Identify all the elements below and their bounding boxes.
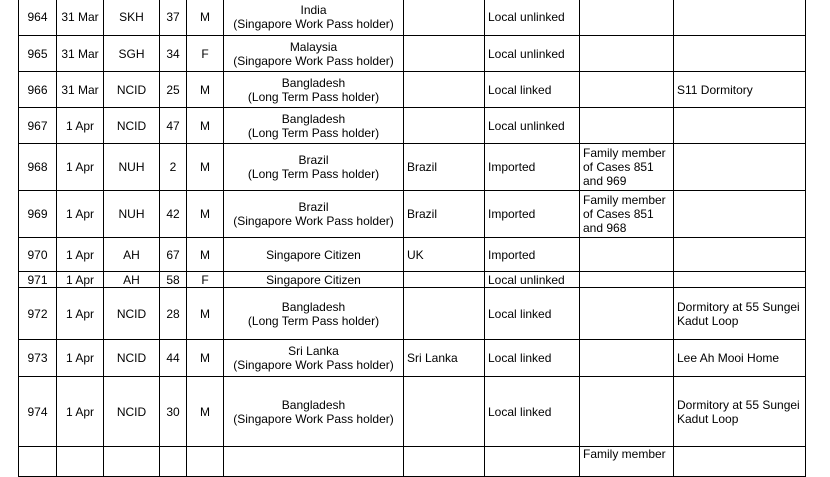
pass-type-text: (Long Term Pass holder)	[247, 125, 380, 140]
age-cell: 30	[160, 377, 187, 447]
case-type-cell: Local unlinked	[485, 108, 580, 144]
case-type-cell: Imported	[485, 144, 580, 191]
case-number-cell: 967	[19, 108, 57, 144]
links-cell	[580, 36, 674, 72]
nationality-text: Bangladesh	[281, 397, 346, 412]
age-cell: 28	[160, 288, 187, 340]
hospital-cell	[104, 447, 160, 477]
pass-type-text: (Long Term Pass holder)	[247, 89, 380, 104]
table-row	[19, 272, 806, 288]
date-cell: 1 Apr	[57, 377, 104, 447]
hospital-cell: NCID	[104, 108, 160, 144]
case-number-cell: 969	[19, 191, 57, 238]
travel-history-cell	[404, 108, 485, 144]
case-type-cell: Imported	[485, 238, 580, 272]
case-table	[18, 0, 806, 477]
table-row	[19, 36, 806, 72]
nationality-cell	[224, 272, 404, 288]
date-cell: 1 Apr	[57, 238, 104, 272]
case-number-cell: 972	[19, 288, 57, 340]
cluster-cell	[674, 144, 806, 191]
table-row	[19, 340, 806, 377]
cluster-cell	[674, 238, 806, 272]
nationality-text: Brazil	[298, 200, 329, 214]
case-number-cell: 973	[19, 340, 57, 377]
travel-history-cell	[404, 0, 485, 36]
case-number-cell: 964	[19, 0, 57, 36]
links-cell	[580, 288, 674, 340]
table-row	[19, 377, 806, 447]
case-number-cell: 974	[19, 377, 57, 447]
age-cell: 25	[160, 72, 187, 108]
case-type-cell: Local linked	[485, 340, 580, 377]
nationality-cell	[224, 377, 404, 447]
nationality-text: Bangladesh	[281, 111, 346, 126]
nationality-text: India	[300, 3, 327, 17]
pass-type-text: (Singapore Work Pass holder)	[233, 53, 394, 68]
date-cell: 31 Mar	[57, 72, 104, 108]
cluster-cell: S11 Dormitory	[674, 72, 806, 108]
links-cell	[580, 0, 674, 36]
case-type-cell: Local unlinked	[485, 36, 580, 72]
age-cell: 58	[160, 272, 187, 288]
table-row	[19, 191, 806, 238]
case-type-cell: Local unlinked	[485, 0, 580, 36]
nationality-cell	[224, 238, 404, 272]
case-number-cell: 965	[19, 36, 57, 72]
pass-type-text: (Singapore Work Pass holder)	[233, 358, 394, 372]
nationality-cell	[224, 340, 404, 377]
nationality-text: Singapore Citizen	[266, 247, 361, 262]
gender-cell: F	[187, 36, 224, 72]
gender-cell: F	[187, 272, 224, 288]
date-cell: 1 Apr	[57, 144, 104, 191]
hospital-cell: SGH	[104, 36, 160, 72]
cluster-cell	[674, 108, 806, 144]
table-row	[19, 238, 806, 272]
pass-type-text: (Singapore Work Pass holder)	[233, 411, 394, 426]
links-cell: Family member	[580, 447, 674, 477]
age-cell: 42	[160, 191, 187, 238]
travel-history-cell	[404, 447, 485, 477]
date-cell: 1 Apr	[57, 108, 104, 144]
travel-history-cell	[404, 272, 485, 288]
nationality-text: Bangladesh	[281, 299, 346, 314]
travel-history-cell	[404, 377, 485, 447]
case-type-cell: Local linked	[485, 72, 580, 108]
nationality-cell	[224, 108, 404, 144]
age-cell: 47	[160, 108, 187, 144]
nationality-cell	[224, 288, 404, 340]
links-cell: Family member of Cases 851 and 969	[580, 144, 674, 191]
nationality-text: Bangladesh	[281, 75, 346, 90]
nationality-cell	[224, 191, 404, 238]
hospital-cell: NUH	[104, 144, 160, 191]
case-table-body	[19, 0, 806, 477]
case-number-cell: 966	[19, 72, 57, 108]
gender-cell	[187, 447, 224, 477]
hospital-cell: NCID	[104, 288, 160, 340]
age-cell	[160, 447, 187, 477]
pass-type-text: (Singapore Work Pass holder)	[233, 17, 394, 31]
case-number-cell: 970	[19, 238, 57, 272]
nationality-text: Singapore Citizen	[266, 272, 361, 287]
cluster-cell	[674, 191, 806, 238]
cluster-cell	[674, 272, 806, 288]
pass-type-text: (Long Term Pass holder)	[247, 313, 380, 328]
hospital-cell: NCID	[104, 377, 160, 447]
case-number-cell: 971	[19, 272, 57, 288]
gender-cell: M	[187, 108, 224, 144]
links-cell	[580, 340, 674, 377]
case-type-cell: Imported	[485, 191, 580, 238]
pass-type-text: (Singapore Work Pass holder)	[233, 214, 394, 228]
hospital-cell: NCID	[104, 340, 160, 377]
nationality-text: Brazil	[298, 153, 329, 167]
nationality-cell	[224, 36, 404, 72]
travel-history-cell: Sri Lanka	[404, 340, 485, 377]
links-cell	[580, 272, 674, 288]
gender-cell: M	[187, 288, 224, 340]
case-type-cell: Local unlinked	[485, 272, 580, 288]
links-cell: Family member of Cases 851 and 968	[580, 191, 674, 238]
cluster-cell: Dormitory at 55 Sungei Kadut Loop	[674, 288, 806, 340]
gender-cell: M	[187, 72, 224, 108]
date-cell: 1 Apr	[57, 340, 104, 377]
cluster-cell: Lee Ah Mooi Home	[674, 340, 806, 377]
hospital-cell: NCID	[104, 72, 160, 108]
gender-cell: M	[187, 377, 224, 447]
gender-cell: M	[187, 191, 224, 238]
links-cell	[580, 72, 674, 108]
nationality-text: Sri Lanka	[288, 344, 339, 358]
hospital-cell: AH	[104, 238, 160, 272]
table-row	[19, 108, 806, 144]
links-cell	[580, 108, 674, 144]
cluster-cell	[674, 36, 806, 72]
nationality-text: Malaysia	[289, 39, 338, 54]
date-cell	[57, 447, 104, 477]
cluster-cell	[674, 447, 806, 477]
case-type-cell: Local linked	[485, 377, 580, 447]
hospital-cell: SKH	[104, 0, 160, 36]
nationality-cell	[224, 447, 404, 477]
travel-history-cell	[404, 36, 485, 72]
gender-cell: M	[187, 144, 224, 191]
age-cell: 37	[160, 0, 187, 36]
gender-cell: M	[187, 340, 224, 377]
links-cell	[580, 238, 674, 272]
nationality-cell	[224, 144, 404, 191]
date-cell: 1 Apr	[57, 191, 104, 238]
date-cell: 31 Mar	[57, 0, 104, 36]
date-cell: 1 Apr	[57, 272, 104, 288]
date-cell: 31 Mar	[57, 36, 104, 72]
table-row	[19, 288, 806, 340]
nationality-cell	[224, 72, 404, 108]
table-row	[19, 0, 806, 36]
age-cell: 67	[160, 238, 187, 272]
table-row	[19, 72, 806, 108]
date-cell: 1 Apr	[57, 288, 104, 340]
links-cell	[580, 377, 674, 447]
cluster-cell: Dormitory at 55 Sungei Kadut Loop	[674, 377, 806, 447]
pass-type-text: (Long Term Pass holder)	[247, 167, 380, 181]
nationality-cell	[224, 0, 404, 36]
gender-cell: M	[187, 0, 224, 36]
case-type-cell: Local linked	[485, 288, 580, 340]
age-cell: 34	[160, 36, 187, 72]
case-type-cell	[485, 447, 580, 477]
travel-history-cell	[404, 288, 485, 340]
case-number-cell	[19, 447, 57, 477]
travel-history-cell: Brazil	[404, 191, 485, 238]
hospital-cell: AH	[104, 272, 160, 288]
travel-history-cell: UK	[404, 238, 485, 272]
hospital-cell: NUH	[104, 191, 160, 238]
table-row	[19, 447, 806, 477]
age-cell: 44	[160, 340, 187, 377]
travel-history-cell	[404, 72, 485, 108]
gender-cell: M	[187, 238, 224, 272]
cluster-cell	[674, 0, 806, 36]
travel-history-cell: Brazil	[404, 144, 485, 191]
age-cell: 2	[160, 144, 187, 191]
table-row	[19, 144, 806, 191]
case-number-cell: 968	[19, 144, 57, 191]
